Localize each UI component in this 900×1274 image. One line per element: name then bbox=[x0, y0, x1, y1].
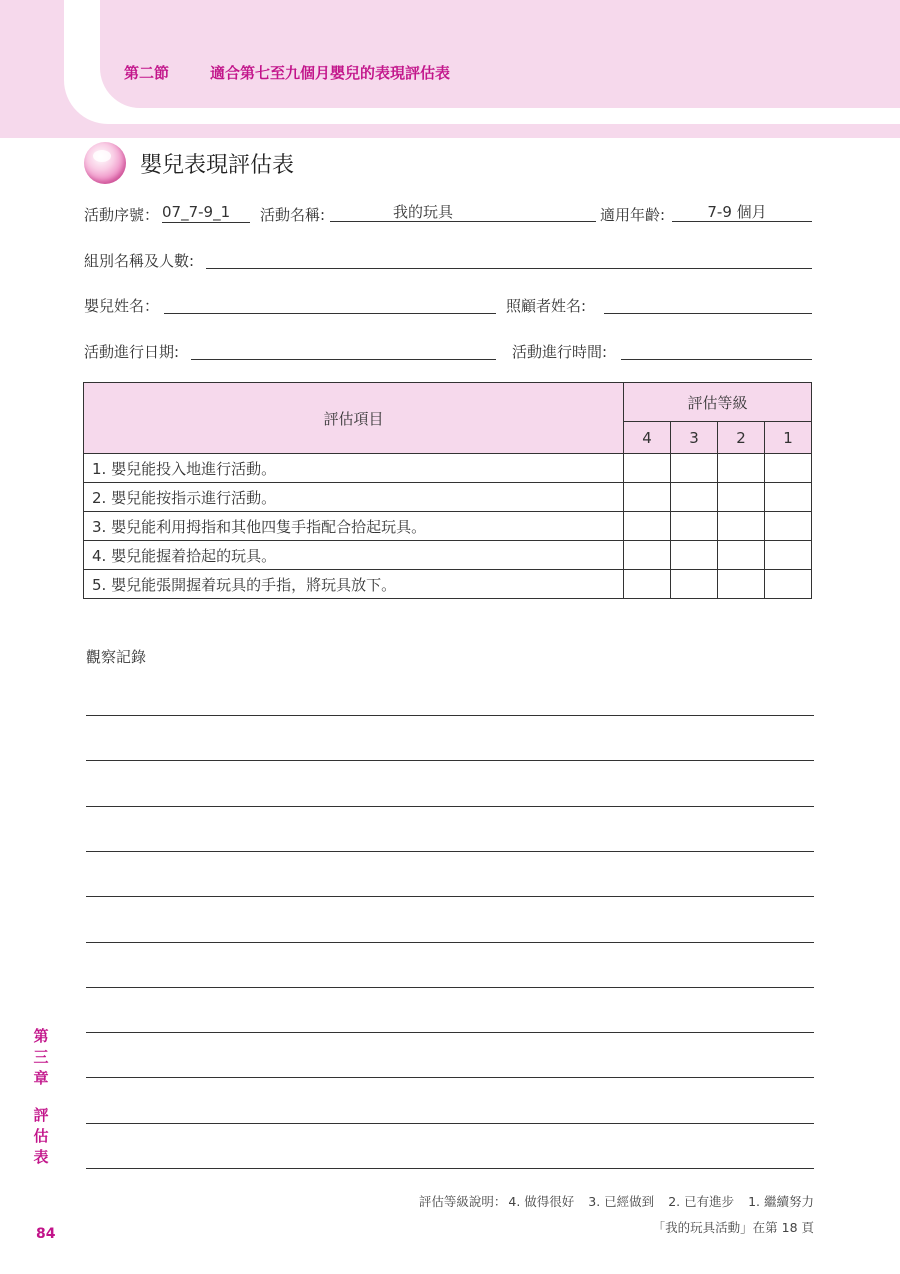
grade-header: 評估等級 bbox=[624, 383, 812, 422]
grade-cell[interactable] bbox=[671, 570, 718, 599]
section-title: 適合第七至九個月嬰兒的表現評估表 bbox=[210, 64, 451, 82]
observation-line[interactable] bbox=[86, 987, 814, 988]
table-row bbox=[84, 570, 812, 599]
grade-cell[interactable] bbox=[624, 541, 671, 570]
legend-item: 3. 已經做到 bbox=[588, 1194, 655, 1209]
grade-cell[interactable] bbox=[718, 454, 765, 483]
item-text: 4. 嬰兒能握着拾起的玩具。 bbox=[84, 541, 624, 570]
grade-cell[interactable] bbox=[765, 570, 812, 599]
baby-name-label: 嬰兒姓名： bbox=[84, 297, 160, 315]
grade-cell[interactable] bbox=[765, 483, 812, 512]
observation-line[interactable] bbox=[86, 896, 814, 897]
legend-item: 1. 繼續努力 bbox=[748, 1194, 814, 1209]
date-label: 活動進行日期: bbox=[84, 343, 180, 361]
legend-label: 評估等級說明： bbox=[418, 1194, 507, 1209]
activity-no-field[interactable]: 07_7-9_1 bbox=[162, 202, 250, 223]
grade-cell[interactable] bbox=[718, 483, 765, 512]
grade-cell[interactable] bbox=[718, 541, 765, 570]
table-row bbox=[84, 541, 812, 570]
observation-line[interactable] bbox=[86, 942, 814, 943]
item-header: 評估項目 bbox=[84, 383, 624, 454]
page-number: 84 bbox=[36, 1226, 56, 1242]
observation-line[interactable] bbox=[86, 715, 814, 716]
grade-cell[interactable] bbox=[765, 541, 812, 570]
section-label: 第二節 bbox=[124, 64, 170, 82]
grade-cell[interactable] bbox=[671, 483, 718, 512]
chapter-char: 第 bbox=[33, 1027, 49, 1045]
activity-name-label: 活動名稱: bbox=[260, 206, 326, 224]
table-row bbox=[84, 512, 812, 541]
item-text: 3. 嬰兒能利用拇指和其他四隻手指配合拾起玩具。 bbox=[84, 512, 624, 541]
chapter-name-char: 估 bbox=[33, 1127, 49, 1145]
observation-line[interactable] bbox=[86, 806, 814, 807]
grade-4-header: 4 bbox=[624, 422, 671, 454]
evaluation-table bbox=[83, 382, 812, 599]
table-row bbox=[84, 454, 812, 483]
chapter-char: 三 bbox=[33, 1048, 49, 1066]
pink-bubble-icon bbox=[84, 142, 126, 184]
chapter-name-char: 表 bbox=[33, 1148, 49, 1166]
observation-line[interactable] bbox=[86, 760, 814, 761]
group-field[interactable] bbox=[206, 248, 812, 269]
grade-cell[interactable] bbox=[671, 512, 718, 541]
grade-cell[interactable] bbox=[671, 454, 718, 483]
item-text: 1. 嬰兒能投入地進行活動。 bbox=[84, 454, 624, 483]
observation-line[interactable] bbox=[86, 851, 814, 852]
activity-name-field[interactable]: 我的玩具 bbox=[330, 202, 596, 222]
chapter-char: 章 bbox=[33, 1069, 49, 1087]
activity-no-label: 活動序號： bbox=[84, 206, 160, 224]
legend-item: 2. 已有進步 bbox=[668, 1194, 735, 1209]
grade-3-header: 3 bbox=[671, 422, 718, 454]
page-reference: 「我的玩具活動」在第 18 頁 bbox=[652, 1220, 814, 1235]
grade-2-header: 2 bbox=[718, 422, 765, 454]
time-label: 活動進行時間: bbox=[512, 343, 608, 361]
chapter-name-char: 評 bbox=[33, 1106, 49, 1124]
grade-cell[interactable] bbox=[765, 512, 812, 541]
baby-name-field[interactable] bbox=[164, 293, 496, 314]
header-curve-pink bbox=[100, 0, 900, 108]
carer-name-field[interactable] bbox=[604, 293, 812, 314]
grade-cell[interactable] bbox=[624, 512, 671, 541]
grade-cell[interactable] bbox=[718, 570, 765, 599]
observation-line[interactable] bbox=[86, 1168, 814, 1169]
grade-1-header: 1 bbox=[765, 422, 812, 454]
legend-item: 4. 做得很好 bbox=[508, 1194, 575, 1209]
grade-cell[interactable] bbox=[765, 454, 812, 483]
grade-legend bbox=[419, 1192, 814, 1210]
grade-cell[interactable] bbox=[624, 483, 671, 512]
observation-line[interactable] bbox=[86, 1032, 814, 1033]
chapter-label bbox=[28, 1026, 54, 1168]
age-label: 適用年齡: bbox=[600, 206, 666, 224]
carer-name-label: 照顧者姓名: bbox=[506, 297, 587, 315]
age-field[interactable]: 7-9 個月 bbox=[672, 202, 812, 222]
grade-cell[interactable] bbox=[624, 454, 671, 483]
observation-line[interactable] bbox=[86, 1123, 814, 1124]
observation-title: 觀察記錄 bbox=[86, 648, 147, 666]
date-field[interactable] bbox=[191, 339, 496, 360]
observation-line[interactable] bbox=[86, 1077, 814, 1078]
item-text: 2. 嬰兒能按指示進行活動。 bbox=[84, 483, 624, 512]
grade-cell[interactable] bbox=[718, 512, 765, 541]
time-field[interactable] bbox=[621, 339, 812, 360]
page-title-row bbox=[84, 140, 294, 186]
item-text: 5. 嬰兒能張開握着玩具的手指，將玩具放下。 bbox=[84, 570, 624, 599]
grade-cell[interactable] bbox=[624, 570, 671, 599]
page-title: 嬰兒表現評估表 bbox=[140, 152, 295, 178]
group-label: 組別名稱及人數: bbox=[84, 252, 195, 270]
table-row bbox=[84, 483, 812, 512]
grade-cell[interactable] bbox=[671, 541, 718, 570]
